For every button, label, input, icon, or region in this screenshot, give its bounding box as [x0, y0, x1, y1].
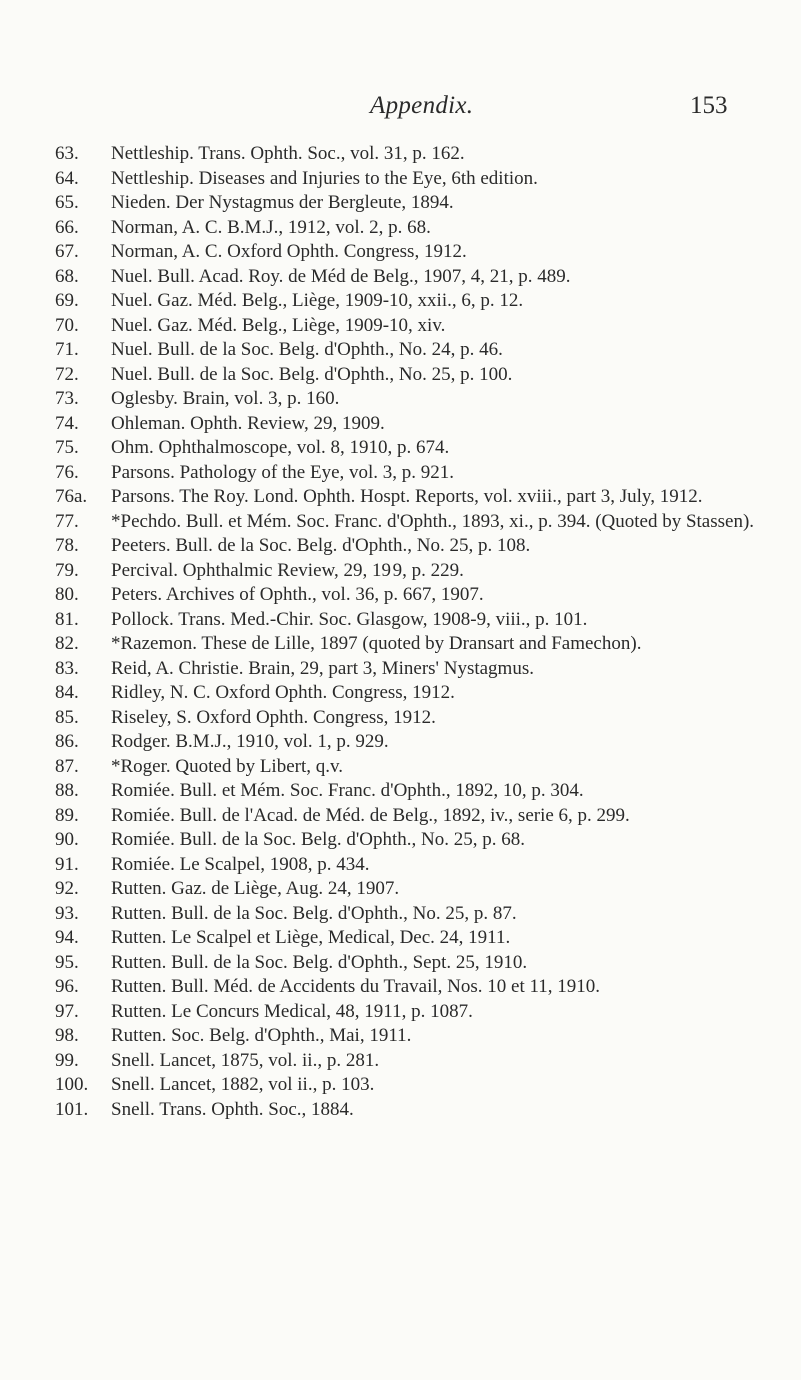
reference-item	[55, 608, 775, 633]
reference-number: 75.	[55, 437, 79, 458]
reference-number: 65.	[55, 192, 79, 213]
reference-item	[55, 436, 775, 461]
reference-text: Romiée. Bull. de la Soc. Belg. d'Ophth., No. 25, p. 68.	[111, 829, 526, 850]
reference-item	[55, 485, 775, 510]
reference-text: Ohm. Ophthalmoscope, vol. 8, 1910, p. 674.	[111, 437, 450, 458]
reference-item	[55, 902, 775, 927]
reference-text: Snell. Trans. Ophth. Soc., 1884.	[111, 1098, 354, 1120]
reference-text: *Roger. Quoted by Libert, q.v.	[111, 755, 344, 777]
reference-number: 63.	[55, 143, 79, 164]
reference-item	[55, 804, 775, 829]
reference-item	[55, 461, 775, 486]
reference-number: 97.	[55, 1000, 79, 1022]
reference-number: 73.	[55, 388, 79, 409]
reference-number: 101.	[55, 1098, 89, 1120]
reference-text: Nettleship. Diseases and Injuries to the Eye, 6th edition.	[111, 167, 538, 189]
reference-text: Romiée. Bull. et Mém. Soc. Franc. d'Ophth., 1892, 10, p. 304.	[111, 780, 584, 801]
reference-number: 90.	[55, 829, 79, 850]
reference-number: 64.	[55, 167, 79, 189]
reference-text: Oglesby. Brain, vol. 3, p. 160.	[111, 388, 340, 409]
reference-number: 92.	[55, 878, 79, 899]
reference-text: Parsons. The Roy. Lond. Ophth. Hospt. Reports, vol. xviii., part 3, July, 1912.	[111, 486, 703, 507]
reference-text: Norman, A. C. B.M.J., 1912, vol. 2, p. 68.	[111, 216, 431, 238]
reference-item	[55, 730, 775, 755]
reference-number: 89.	[55, 804, 79, 826]
reference-number: 79.	[55, 559, 79, 581]
reference-text: *Pechdo. Bull. et Mém. Soc. Franc. d'Ophth., 1893, xi., p. 394. (Quoted by Stassen).	[111, 510, 755, 532]
reference-text: Nuel. Bull. de la Soc. Belg. d'Ophth., No. 25, p. 100.	[111, 363, 513, 385]
reference-number: 88.	[55, 780, 79, 801]
reference-text: Parsons. Pathology of the Eye, vol. 3, p. 921.	[111, 461, 455, 483]
reference-item	[55, 877, 775, 902]
reference-text: Rutten. Bull. de la Soc. Belg. d'Ophth., Sept. 25, 1910.	[111, 951, 528, 973]
reference-item	[55, 1049, 775, 1074]
reference-text: Nuel. Gaz. Méd. Belg., Liège, 1909-10, xxii., 6, p. 12.	[111, 290, 524, 311]
reference-list	[55, 142, 775, 1122]
reference-item	[55, 681, 775, 706]
reference-text: Rutten. Soc. Belg. d'Ophth., Mai, 1911.	[111, 1025, 412, 1046]
reference-item	[55, 755, 775, 780]
reference-text: Snell. Lancet, 1882, vol ii., p. 103.	[111, 1074, 375, 1095]
reference-item	[55, 1024, 775, 1049]
reference-text: Snell. Lancet, 1875, vol. ii., p. 281.	[111, 1049, 380, 1071]
reference-text: Nettleship. Trans. Ophth. Soc., vol. 31, p. 162.	[111, 143, 465, 164]
reference-item	[55, 510, 775, 535]
reference-item	[55, 1000, 775, 1025]
reference-item	[55, 387, 775, 412]
reference-number: 84.	[55, 682, 79, 703]
reference-item	[55, 706, 775, 731]
reference-number: 100.	[55, 1074, 89, 1095]
reference-text: *Razemon. These de Lille, 1897 (quoted by Dransart and Famechon).	[111, 633, 642, 654]
reference-item	[55, 167, 775, 192]
reference-text: Percival. Ophthalmic Review, 29, 19 9, p. 229.	[111, 559, 464, 581]
reference-text: Ohleman. Ophth. Review, 29, 1909.	[111, 412, 385, 434]
reference-item	[55, 363, 775, 388]
reference-text: Reid, A. Christie. Brain, 29, part 3, Miners' Nystagmus.	[111, 657, 534, 679]
reference-item	[55, 1073, 775, 1098]
reference-item	[55, 583, 775, 608]
reference-number: 86.	[55, 731, 79, 752]
reference-item	[55, 632, 775, 657]
reference-text: Norman, A. C. Oxford Ophth. Congress, 1912.	[111, 241, 467, 262]
reference-number: 95.	[55, 951, 79, 973]
reference-text: Rodger. B.M.J., 1910, vol. 1, p. 929.	[111, 731, 389, 752]
reference-text: Nuel. Bull. de la Soc. Belg. d'Ophth., No. 24, p. 46.	[111, 339, 503, 360]
reference-number: 69.	[55, 290, 79, 311]
reference-number: 72.	[55, 363, 79, 385]
reference-item	[55, 975, 775, 1000]
reference-number: 67.	[55, 241, 79, 262]
reference-item	[55, 265, 775, 290]
reference-number: 87.	[55, 755, 79, 777]
reference-text: Rutten. Bull. de la Soc. Belg. d'Ophth., No. 25, p. 87.	[111, 902, 517, 924]
reference-item	[55, 142, 775, 167]
reference-number: 74.	[55, 412, 79, 434]
reference-number: 82.	[55, 633, 79, 654]
reference-text: Pollock. Trans. Med.-Chir. Soc. Glasgow, 1908-9, viii., p. 101.	[111, 608, 588, 630]
reference-number: 78.	[55, 535, 79, 556]
reference-text: Riseley, S. Oxford Ophth. Congress, 1912.	[111, 706, 436, 728]
reference-number: 71.	[55, 339, 79, 360]
reference-text: Peeters. Bull. de la Soc. Belg. d'Ophth., No. 25, p. 108.	[111, 535, 531, 556]
reference-text: Rutten. Le Concurs Medical, 48, 1911, p. 1087.	[111, 1000, 473, 1022]
reference-number: 94.	[55, 927, 79, 948]
reference-item	[55, 853, 775, 878]
reference-number: 85.	[55, 706, 79, 728]
reference-item	[55, 191, 775, 216]
reference-text: Nieden. Der Nystagmus der Bergleute, 1894.	[111, 192, 454, 213]
page-header	[0, 92, 801, 128]
reference-item	[55, 314, 775, 339]
reference-text: Nuel. Bull. Acad. Roy. de Méd de Belg., 1907, 4, 21, p. 489.	[111, 265, 571, 287]
reference-item	[55, 412, 775, 437]
reference-item	[55, 779, 775, 804]
reference-text: Rutten. Bull. Méd. de Accidents du Travail, Nos. 10 et 11, 1910.	[111, 976, 601, 997]
reference-item	[55, 289, 775, 314]
page-number: 153	[690, 92, 728, 119]
reference-item	[55, 926, 775, 951]
reference-item	[55, 338, 775, 363]
reference-item	[55, 559, 775, 584]
reference-text: Rutten. Le Scalpel et Liège, Medical, Dec. 24, 1911.	[111, 927, 511, 948]
reference-item	[55, 240, 775, 265]
reference-number: 68.	[55, 265, 79, 287]
reference-item	[55, 534, 775, 559]
reference-number: 93.	[55, 902, 79, 924]
reference-number: 99.	[55, 1049, 79, 1071]
reference-item	[55, 951, 775, 976]
reference-number: 98.	[55, 1025, 79, 1046]
reference-text: Nuel. Gaz. Méd. Belg., Liège, 1909-10, xiv.	[111, 314, 446, 336]
running-title: Appendix.	[370, 92, 474, 119]
reference-number: 70.	[55, 314, 79, 336]
reference-text: Rutten. Gaz. de Liège, Aug. 24, 1907.	[111, 878, 400, 899]
reference-text: Romiée. Le Scalpel, 1908, p. 434.	[111, 853, 370, 875]
reference-text: Ridley, N. C. Oxford Ophth. Congress, 1912.	[111, 682, 455, 703]
reference-number: 77.	[55, 510, 79, 532]
reference-number: 80.	[55, 584, 79, 605]
reference-item	[55, 828, 775, 853]
reference-number: 76a.	[55, 486, 88, 507]
reference-item	[55, 1098, 775, 1123]
reference-number: 91.	[55, 853, 79, 875]
reference-text: Peters. Archives of Ophth., vol. 36, p. 667, 1907.	[111, 584, 484, 605]
reference-item	[55, 216, 775, 241]
reference-number: 66.	[55, 216, 79, 238]
reference-number: 96.	[55, 976, 79, 997]
reference-item	[55, 657, 775, 682]
reference-text: Romiée. Bull. de l'Acad. de Méd. de Belg., 1892, iv., serie 6, p. 299.	[111, 804, 630, 826]
reference-number: 76.	[55, 461, 79, 483]
reference-number: 81.	[55, 608, 79, 630]
reference-number: 83.	[55, 657, 79, 679]
